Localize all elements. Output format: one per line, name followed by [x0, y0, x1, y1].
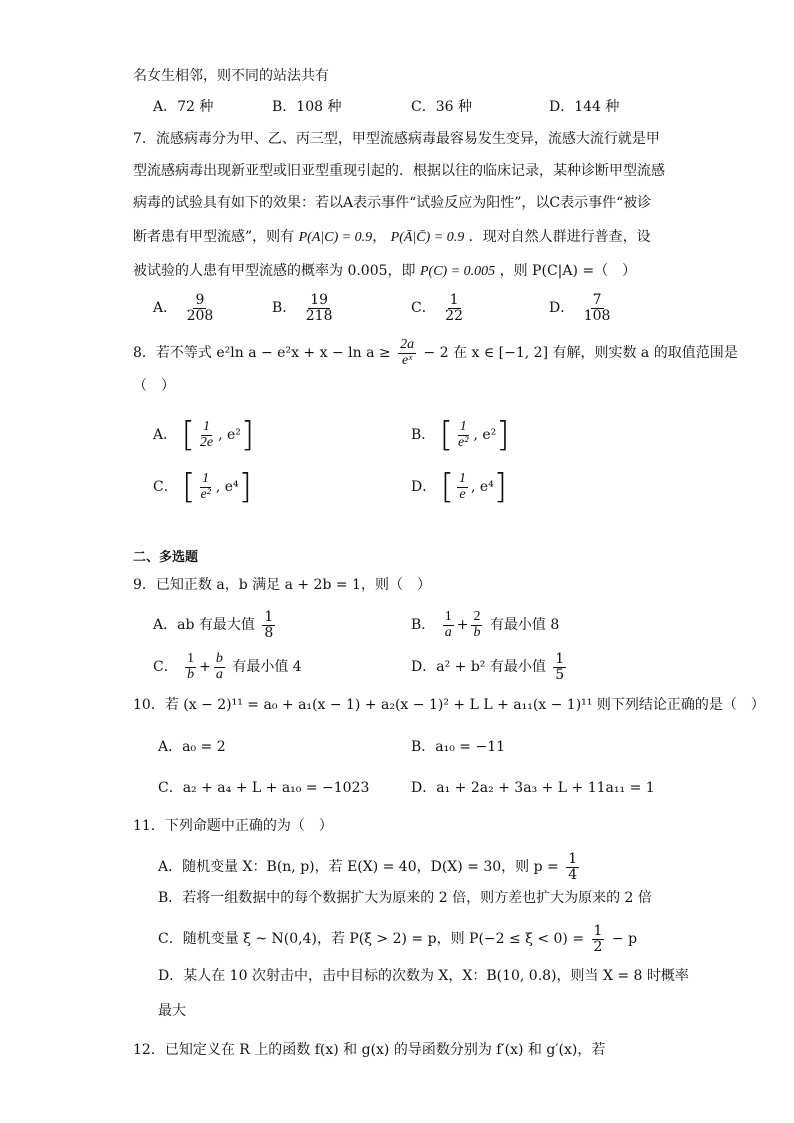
q7-option-c [411, 293, 468, 323]
q9-option-d [411, 652, 569, 682]
q7-option-b-letter: B． [272, 300, 297, 317]
q7-option-c-fraction [443, 293, 465, 323]
q7-line-2: 型流感病毒出现新亚型或旧亚型重现引起的．根据以往的临床记录，某种诊断甲型流感 [133, 163, 665, 179]
q8-option-a-letter: A． [153, 427, 178, 443]
q7-line-5 [133, 261, 636, 282]
q9-stem: 9．已知正数 a，b 满足 a + 2b = 1，则（ ） [133, 577, 431, 593]
q10-option-d: D．a₁ + 2a₂ + 3a₃ + L + 11a₁₁ = 1 [411, 780, 655, 796]
q8-option-c [153, 467, 252, 507]
q11-option-c-text: C．随机变量 ξ ~ N(0,4)，若 P(ξ > 2) = p，则 P(−2 ≤ ξ < 0) = [158, 931, 585, 948]
interval-left-fraction [198, 472, 212, 502]
q7-option-d [549, 293, 615, 323]
q7-line-1: 7．流感病毒分为甲、乙、丙三型，甲型流感病毒最容易发生变异，流感大流行就是甲 [133, 131, 660, 147]
q11-option-c [158, 924, 637, 954]
fraction-numerator: 9 [195, 292, 205, 308]
q8-head: 8．若不等式 e²ln a − e²x + x − ln a ≥ [133, 345, 391, 362]
fraction-denominator: 208 [186, 307, 214, 324]
q7-option-c-letter: C． [411, 300, 436, 317]
q7-option-a [153, 293, 218, 323]
q8-option-c-letter: C． [153, 479, 178, 495]
q9-option-d-fraction [553, 652, 566, 682]
q7-line-5-text: 被试验的人患有甲型流感的概率为 0.005，即 [133, 263, 416, 279]
fraction-denominator: 8 [264, 624, 274, 641]
fraction-numerator: 1 [555, 651, 565, 667]
q9-option-a [153, 610, 278, 640]
q8-option-d-letter: D． [411, 479, 437, 495]
fraction-numerator: 1 [593, 923, 603, 939]
q7-option-b [272, 293, 337, 323]
q9-option-c-fraction-1: $\frac{1}{b}$ [187, 651, 195, 682]
q9-option-c-letter: C． [153, 659, 178, 676]
q9-option-b: B． $\frac{1}{a}$ + $\frac{2}{b}$ 有最小值 8 [411, 609, 560, 640]
fraction-denominator: e² [200, 486, 211, 502]
q11-option-a-text: A．随机变量 X：B(n, p)，若 E(X) = 40，D(X) = 30，则 p = [158, 859, 559, 876]
q9-option-b-fraction-2: $\frac{2}{b}$ [473, 609, 481, 640]
q7-line-4: 断者患有甲型流感”，则有 P(A|C) = 0.9， P(Ā|C̄) = 0.9 ．现对自然人群进行普查，设 [133, 229, 651, 245]
q8-option-b-letter: B． [411, 427, 436, 443]
q11-option-a-fraction [566, 852, 579, 882]
interval-left-fraction [198, 420, 215, 450]
q7-eq-2: P(Ā|C̄) = 0.9 [390, 230, 465, 245]
q8-option-c-interval: [ $\frac{1}{\text{e²}}$ , e⁴ ] [182, 467, 252, 507]
q11-option-d-line-1: D．某人在 10 次射击中，击中目标的次数为 X，X：B(10, 0.8)，则当 X = 8 时概率 [158, 968, 689, 984]
interval-left-fraction [457, 472, 468, 502]
fraction-numerator: 1 [568, 851, 578, 867]
q11-option-a [158, 852, 582, 882]
q7-option-d-fraction [582, 293, 613, 323]
fraction-numerator: 19 [310, 292, 329, 308]
fraction-denominator: e [459, 486, 466, 502]
fraction-numerator: 2a [400, 337, 415, 352]
q9-option-a-text: A．ab 有最大值 [153, 617, 255, 634]
q10-option-c: C．a₂ + a₄ + L + a₁₀ = −1023 [158, 780, 370, 796]
fraction-denominator: 5 [555, 666, 565, 683]
q11-option-b: B．若将一组数据中的每个数据扩大为原来的 2 倍，则方差也扩大为原来的 2 倍 [158, 890, 652, 906]
q6-tail: 名女生相邻，则不同的站法共有 [133, 68, 329, 84]
fraction-denominator: eˣ [401, 352, 413, 368]
q8-mid: − 2 在 x ∈ [−1, 2] 有解，则实数 a 的取值范围是 [423, 345, 738, 362]
q11-option-c-fraction [592, 924, 605, 954]
fraction-numerator: 7 [592, 292, 602, 308]
q9-option-c: C． $\frac{1}{b}$ + $\frac{b}{a}$ 有最小值 4 [153, 651, 302, 682]
q9-option-c-fraction-2: $\frac{b}{a}$ [215, 651, 223, 682]
q7-mid-text: ．现对自然人群进行普查，设 [468, 229, 651, 245]
fraction-denominator: 108 [583, 307, 611, 324]
q10-stem: 10．若 (x − 2)¹¹ = a₀ + a₁(x − 1) + a₂(x − 1)² + L L + a₁₁(x − 1)¹¹ 则下列结论正确的是（ ） [133, 697, 765, 713]
q9-option-a-fraction [262, 610, 275, 640]
q12-stem: 12．已知定义在 R 上的函数 f(x) 和 g(x) 的导函数分别为 f′(x) 和 g′(x)，若 [133, 1042, 606, 1058]
fraction-denominator: 218 [305, 307, 333, 324]
q7-tail: ，则 P(C|A) =（ ） [499, 263, 637, 279]
q9-option-c-text: 有最小值 4 [232, 659, 302, 676]
q8-fraction [398, 338, 416, 368]
q9-option-d-text: D．a² + b² 有最小值 [411, 659, 546, 676]
q9-option-b-text: 有最小值 8 [489, 617, 560, 634]
fraction-numerator: 1 [202, 470, 210, 486]
q8-option-d [411, 467, 508, 507]
fraction-numerator: 1 [202, 418, 210, 434]
interval-right: e⁴ [479, 479, 494, 495]
fraction-numerator: 1 [459, 418, 467, 434]
q6-option-a: A．72 种 [153, 99, 214, 115]
interval-right: e² [482, 427, 497, 443]
fraction-numerator: 1 [449, 292, 459, 308]
q8-option-b-interval: [ $\frac{1}{\text{e²}}$ , e² ] [439, 415, 510, 455]
fraction-denominator: 22 [445, 307, 463, 324]
interval-right: e⁴ [224, 479, 239, 495]
q8-stem [133, 338, 738, 368]
q7-eq-1: P(A|C) = 0.9 [298, 230, 373, 245]
fraction-denominator: 2e [199, 434, 214, 450]
q7-option-a-fraction [185, 293, 216, 323]
q11-option-d-line-2: 最大 [158, 1003, 186, 1019]
q10-option-b: B．a₁₀ = −11 [411, 739, 506, 755]
fraction-denominator: e² [458, 434, 469, 450]
q8-option-a-interval: [ $\frac{1}{2e}$ , e² ] [181, 415, 255, 455]
interval-right: e² [226, 427, 241, 443]
q7-option-a-letter: A． [153, 300, 178, 317]
q7-eq-3: P(C) = 0.005 [419, 264, 496, 279]
section-title: 二、多选题 [133, 550, 199, 565]
fraction-numerator: 1 [458, 470, 466, 486]
q10-option-a: A．a₀ = 2 [158, 739, 226, 755]
q6-option-b: B．108 种 [272, 99, 342, 115]
q8-option-d-interval: [ $\frac{1}{e}$ , e⁴ ] [440, 467, 508, 507]
q8-paren: （ ） [133, 378, 175, 394]
q9-option-b-fraction-1: $\frac{1}{a}$ [444, 609, 452, 640]
q7-option-b-fraction [304, 293, 335, 323]
q11-option-c-tail: − p [611, 931, 638, 948]
interval-left-fraction [456, 420, 470, 450]
fraction-denominator: 4 [568, 866, 578, 883]
q6-option-c: C．36 种 [411, 99, 472, 115]
q8-option-a [153, 415, 255, 455]
fraction-denominator: 2 [593, 938, 603, 955]
q7-line-4-text: 断者患有甲型流感”，则有 [133, 229, 295, 245]
q9-option-b-letter: B． [411, 617, 436, 634]
q11-stem: 11．下列命题中正确的为（ ） [133, 818, 333, 834]
fraction-numerator: 1 [264, 609, 274, 625]
q7-line-3: 病毒的试验具有如下的效果：若以A表示事件“试验反应为阳性”，以C表示事件“被诊 [133, 195, 652, 211]
q6-option-d: D．144 种 [549, 99, 620, 115]
q7-option-d-letter: D． [549, 300, 575, 317]
q8-option-b [411, 415, 510, 455]
